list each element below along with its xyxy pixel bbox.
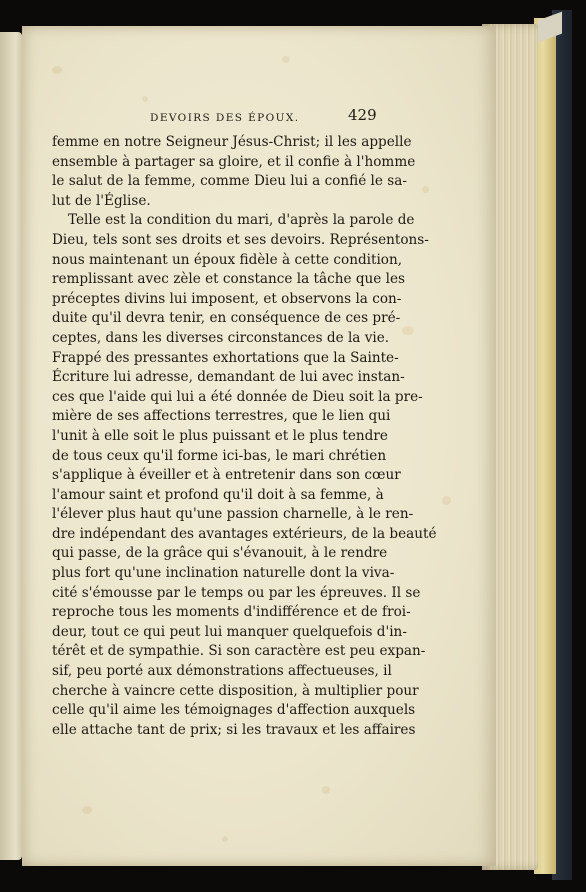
text-line: lut de l'Église. (52, 192, 151, 209)
text-line: ensemble à partager sa gloire, et il confie à l'homme (52, 153, 416, 170)
text-line: plus fort qu'une inclination naturelle dont la viva- (52, 565, 395, 582)
text-line: reproche tous les moments d'indifférence et de froi- (52, 604, 411, 621)
text-line: cité s'émousse par le temps ou par les épreuves. Il se (52, 584, 421, 601)
page-number: 429 (348, 106, 377, 124)
body-text (52, 133, 437, 740)
running-head: DEVOIRS DES ÉPOUX. (150, 112, 300, 124)
text-line: Frappé des pressantes exhortations que la Sainte- (52, 349, 399, 366)
text-line: sif, peu porté aux démonstrations affectueuses, il (52, 663, 392, 680)
text-line: mière de ses affections terrestres, que le lien qui (52, 408, 391, 425)
text-line: s'applique à éveiller et à entretenir dans son cœur (52, 467, 401, 484)
text-line: l'unit à elle soit le plus puissant et le plus tendre (52, 427, 388, 444)
text-line: deur, tout ce qui peut lui manquer quelquefois d'in- (52, 623, 407, 640)
text-line: celle qu'il aime les témoignages d'affection auxquels (52, 702, 416, 719)
text-line: ces que l'aide qui lui a été donnée de Dieu soit la pre- (52, 388, 423, 405)
text-line: nous maintenant un époux fidèle à cette condition, (52, 251, 403, 268)
text-line: qui passe, de la grâce qui s'évanouit, à le rendre (52, 545, 388, 562)
text-line: térêt et de sympathie. Si son caractère est peu expan- (52, 643, 426, 660)
text-line: préceptes divins lui imposent, et observons la con- (52, 290, 402, 307)
text-line: ceptes, dans les diverses circonstances de la vie. (52, 329, 390, 346)
text-line: de tous ceux qu'il forme ici-bas, le mari chrétien (52, 447, 387, 464)
facing-page-edge (0, 32, 22, 860)
text-line: cherche à vaincre cette disposition, à multiplier pour (52, 682, 419, 699)
text-line: Écriture lui adresse, demandant de lui avec instan- (52, 369, 405, 386)
text-line: dre indépendant des avantages extérieurs, de la beauté (52, 525, 437, 542)
text-line: remplissant avec zèle et constance la tâche que les (52, 271, 406, 288)
text-line: Telle est la condition du mari, d'après la parole de (68, 212, 415, 229)
text-line: l'amour saint et profond qu'il doit à sa femme, à (52, 486, 384, 503)
text-line: Dieu, tels sont ses droits et ses devoirs. Représentons- (52, 231, 429, 248)
text-line: duite qu'il devra tenir, en conséquence de ces pré- (52, 310, 401, 327)
text-line: femme en notre Seigneur Jésus-Christ; il les appelle (52, 134, 412, 150)
text-line: le salut de la femme, comme Dieu lui a confié le sa- (52, 173, 407, 190)
text-line: elle attache tant de prix; si les travaux et les affaires (52, 721, 416, 738)
text-line: l'élever plus haut qu'une passion charnelle, à le ren- (52, 506, 414, 523)
